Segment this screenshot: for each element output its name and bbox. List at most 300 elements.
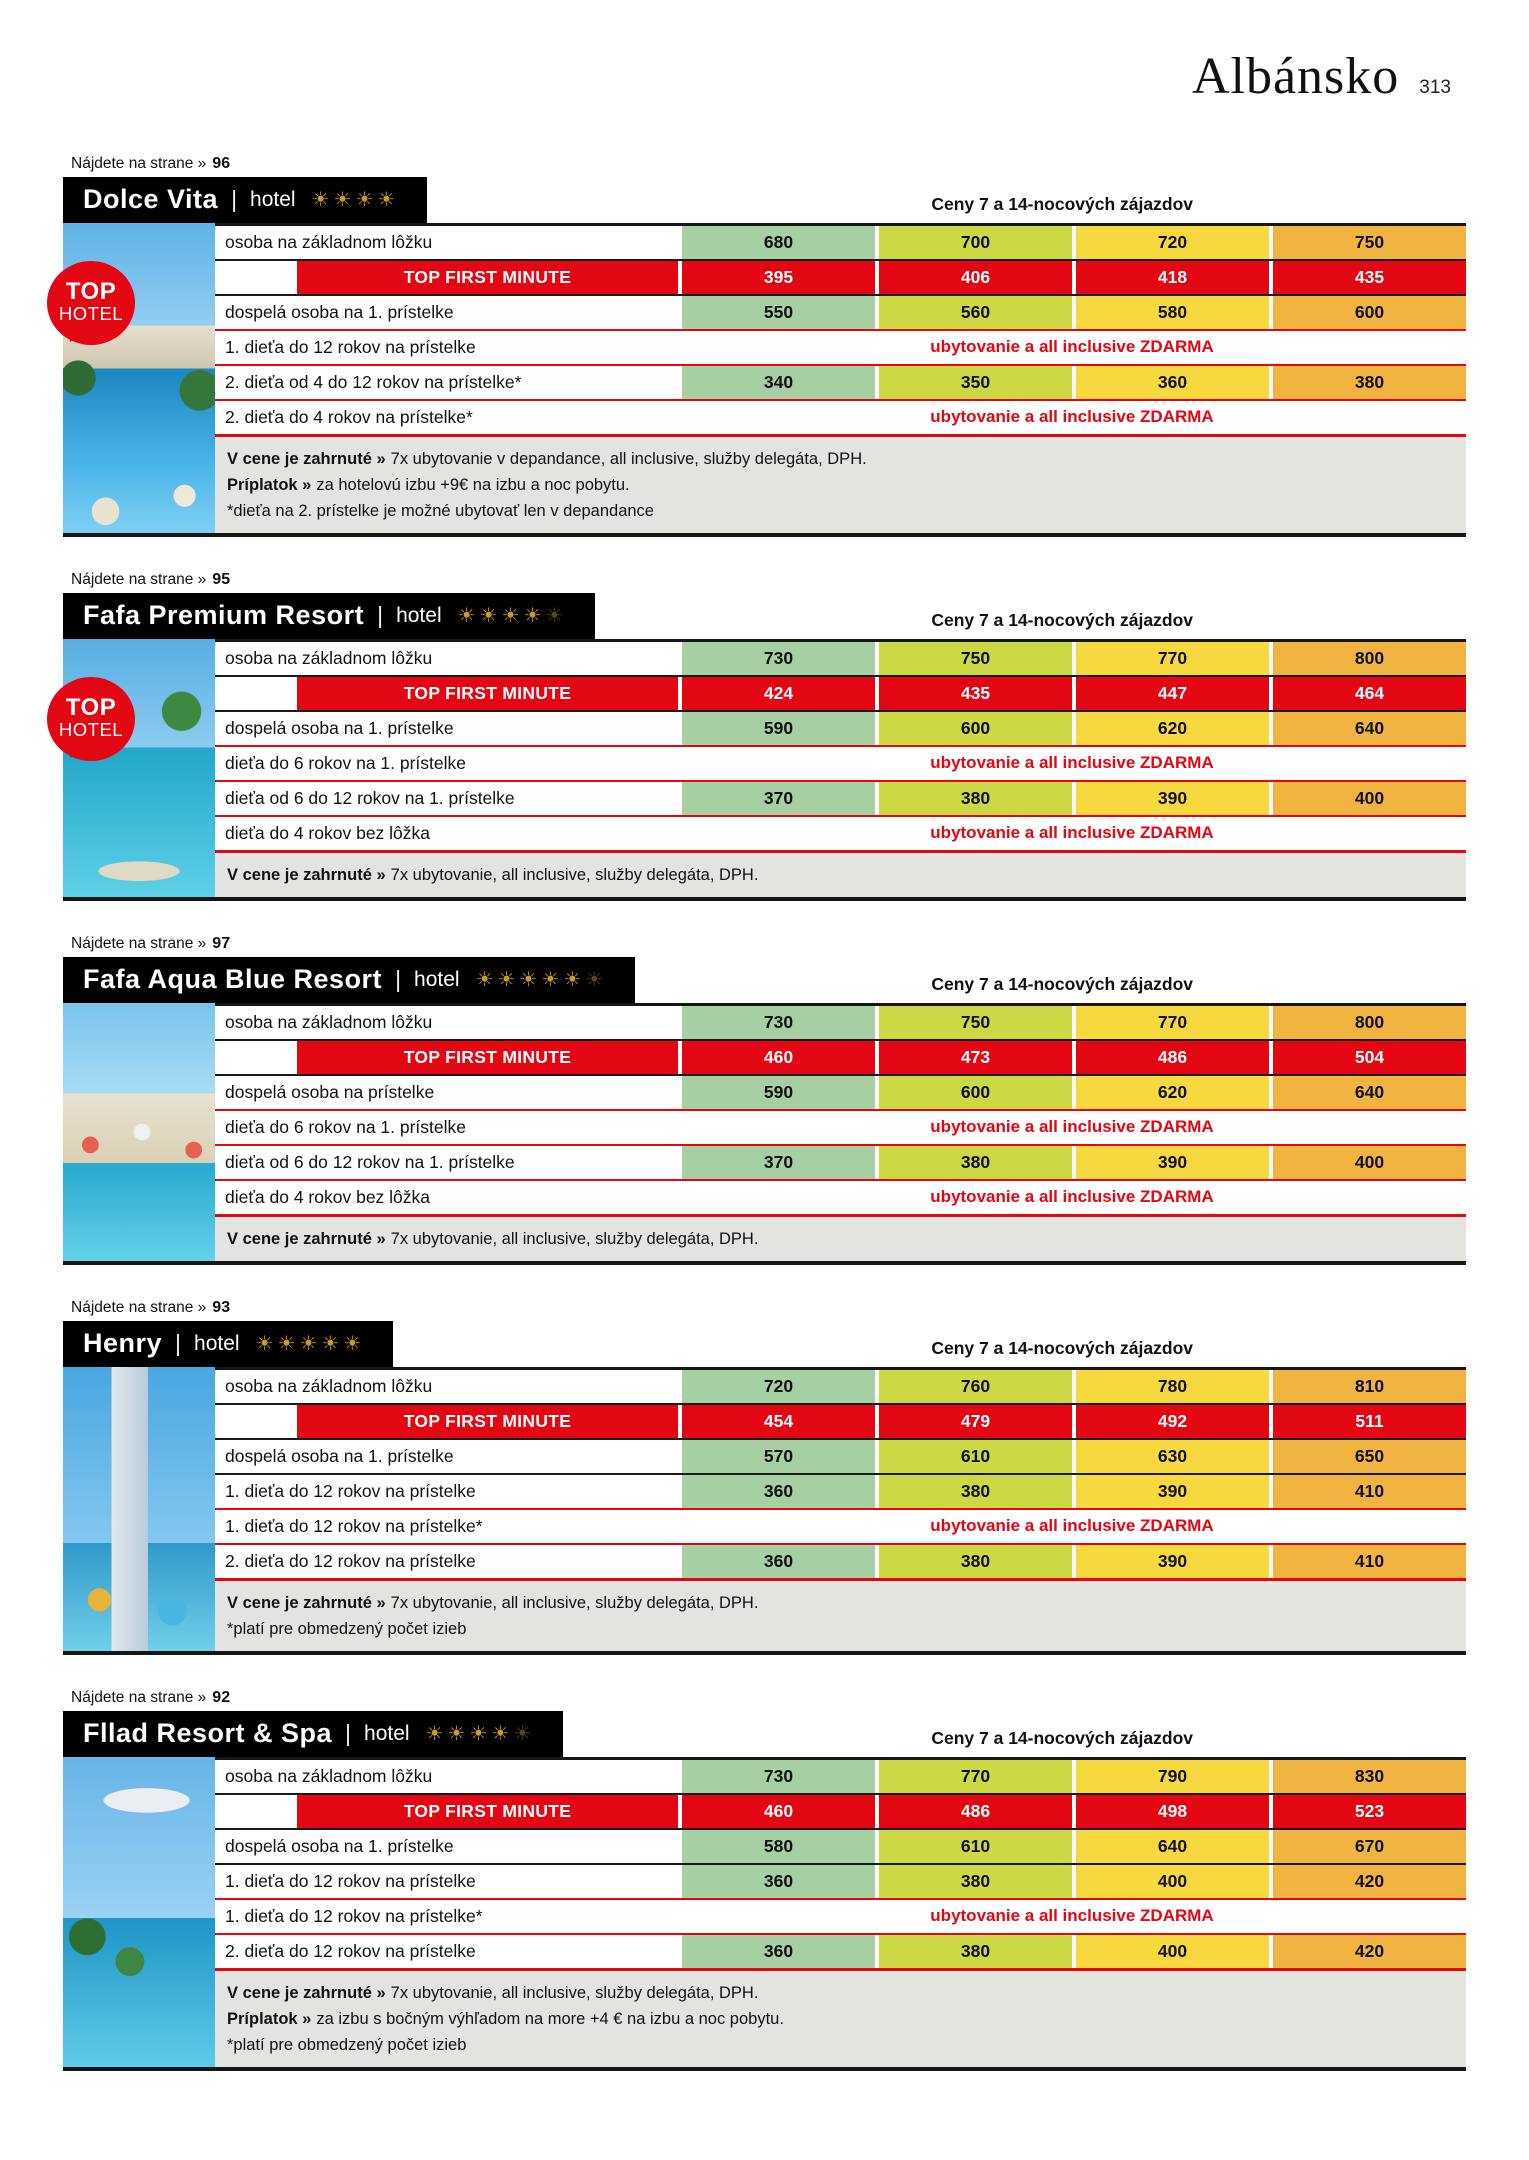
price-cell: 370 xyxy=(678,782,875,815)
price-cell: 380 xyxy=(875,1935,1072,1968)
free-accommodation-text: ubytovanie a all inclusive ZDARMA xyxy=(930,753,1214,773)
hotel-photo xyxy=(58,223,215,533)
info-line xyxy=(227,498,1452,524)
row-label: osoba na základnom lôžku xyxy=(225,1765,433,1786)
sun-icon: ☀ xyxy=(425,1720,448,1745)
price-cell: 400 xyxy=(1269,782,1466,815)
row-label: 1. dieťa do 12 rokov na prístelke* xyxy=(225,1905,483,1926)
price-cell: 380 xyxy=(1269,366,1466,399)
find-on-page-number: 96 xyxy=(212,154,231,172)
sun-icon: ☀ xyxy=(277,1330,300,1355)
price-table-column xyxy=(215,639,1466,897)
section-body xyxy=(58,639,1466,901)
top-hotel-badge-top-text: TOP xyxy=(65,693,117,721)
section-body xyxy=(63,1003,1466,1265)
info-line xyxy=(227,2032,1452,2058)
top-first-minute-price-cell: 473 xyxy=(875,1041,1072,1074)
price-cell: 720 xyxy=(678,1370,875,1403)
price-cell: 600 xyxy=(1269,296,1466,329)
price-cell: 580 xyxy=(678,1830,875,1863)
hotel-name: Fllad Resort & Spa xyxy=(83,1718,333,1749)
price-cell: 770 xyxy=(1072,1006,1269,1039)
info-line xyxy=(227,1980,1452,2006)
info-line xyxy=(227,472,1452,498)
row-label: 1. dieťa do 12 rokov na prístelke xyxy=(225,1870,476,1891)
section-head xyxy=(63,593,1466,639)
catalog-content xyxy=(58,154,1466,2071)
free-accommodation-text: ubytovanie a all inclusive ZDARMA xyxy=(930,1516,1214,1536)
hotel-photo xyxy=(58,639,215,897)
sun-icon: ☀ xyxy=(541,966,564,991)
sun-icon: ☀ xyxy=(497,966,520,991)
info-line-text: 7x ubytovanie v depandance, all inclusive, služby delegáta, DPH. xyxy=(390,449,867,468)
row-label: dospelá osoba na 1. prístelke xyxy=(225,1835,454,1856)
free-accommodation-row xyxy=(215,1508,1466,1543)
top-hotel-badge-hotel-text: HOTEL xyxy=(58,718,124,740)
free-accommodation-row xyxy=(215,1109,1466,1144)
top-first-minute-price-cell: 492 xyxy=(1072,1405,1269,1438)
half-sun-icon: ☀ xyxy=(513,1720,536,1745)
top-first-minute-price-cell: 460 xyxy=(678,1041,875,1074)
sun-icon: ☀ xyxy=(563,966,586,991)
hotel-title-bar xyxy=(63,957,635,1003)
free-accommodation-text: ubytovanie a all inclusive ZDARMA xyxy=(930,1117,1214,1137)
section-body xyxy=(58,223,1466,537)
top-hotel-badge xyxy=(47,677,135,761)
price-cell: 380 xyxy=(875,1545,1072,1578)
price-cell: 370 xyxy=(678,1146,875,1179)
hotel-section xyxy=(58,154,1466,537)
tfm-white-box xyxy=(215,1405,297,1438)
sun-icon: ☀ xyxy=(299,1330,322,1355)
section-head xyxy=(63,1711,1466,1757)
top-first-minute-price-cell: 523 xyxy=(1269,1795,1466,1828)
row-label: 1. dieťa do 12 rokov na prístelke xyxy=(225,1480,476,1501)
row-label: dospelá osoba na 1. prístelke xyxy=(225,1445,454,1466)
info-line xyxy=(227,862,1452,888)
price-row xyxy=(215,1370,1466,1403)
info-line-bold: V cene je zahrnuté » xyxy=(227,865,386,884)
sun-icon: ☀ xyxy=(447,1720,470,1745)
tfm-white-box xyxy=(215,1041,297,1074)
sun-icon: ☀ xyxy=(519,966,542,991)
price-cell: 760 xyxy=(875,1370,1072,1403)
hotel-name: Fafa Premium Resort xyxy=(83,600,365,631)
section-head xyxy=(63,177,1466,223)
price-row xyxy=(215,780,1466,815)
top-first-minute-row xyxy=(215,259,1466,294)
price-cell: 390 xyxy=(1072,782,1269,815)
top-hotel-badge-top-text: TOP xyxy=(65,277,117,305)
half-sun-icon: ☀ xyxy=(545,602,568,627)
free-accommodation-row xyxy=(215,815,1466,850)
hotel-name: Dolce Vita xyxy=(83,184,219,215)
top-first-minute-price-cell: 395 xyxy=(678,261,875,294)
price-row xyxy=(215,1863,1466,1898)
hotel-type-label: hotel xyxy=(250,187,296,211)
price-cell: 420 xyxy=(1269,1935,1466,1968)
sun-icon: ☀ xyxy=(321,1330,344,1355)
tfm-white-box xyxy=(215,1795,297,1828)
section-head xyxy=(63,1321,1466,1367)
star-rating xyxy=(458,603,568,627)
top-first-minute-label-cell xyxy=(215,1405,678,1438)
price-cell: 830 xyxy=(1269,1760,1466,1793)
price-cell: 360 xyxy=(678,1865,875,1898)
free-accommodation-row xyxy=(215,745,1466,780)
price-cell: 400 xyxy=(1072,1935,1269,1968)
price-row xyxy=(215,364,1466,399)
price-table-column xyxy=(215,1757,1466,2067)
top-first-minute-price-cell: 504 xyxy=(1269,1041,1466,1074)
row-label: dieťa do 6 rokov na 1. prístelke xyxy=(225,1116,467,1137)
price-row xyxy=(215,1543,1466,1578)
top-first-minute-price-cell: 454 xyxy=(678,1405,875,1438)
find-on-page xyxy=(63,155,1466,177)
title-separator: | xyxy=(175,1330,182,1357)
price-cell: 360 xyxy=(1072,366,1269,399)
row-label: osoba na základnom lôžku xyxy=(225,231,433,252)
info-line-bold: V cene je zahrnuté » xyxy=(227,1229,386,1248)
price-cell: 700 xyxy=(875,226,1072,259)
top-first-minute-row xyxy=(215,1403,1466,1438)
price-cell: 600 xyxy=(875,712,1072,745)
sun-icon: ☀ xyxy=(343,1330,366,1355)
price-cell: 630 xyxy=(1072,1440,1269,1473)
info-line-text: 7x ubytovanie, all inclusive, služby delegáta, DPH. xyxy=(390,1593,759,1612)
free-accommodation-row xyxy=(215,329,1466,364)
half-sun-icon: ☀ xyxy=(585,966,608,991)
find-on-page-number: 93 xyxy=(212,1298,231,1316)
hotel-section xyxy=(58,570,1466,901)
info-line-bold: V cene je zahrnuté » xyxy=(227,1593,386,1612)
price-row xyxy=(215,294,1466,329)
row-label: dieťa od 6 do 12 rokov na 1. prístelke xyxy=(225,1151,515,1172)
top-first-minute-price-cell: 424 xyxy=(678,677,875,710)
free-accommodation-row xyxy=(215,1179,1466,1214)
star-rating xyxy=(256,1331,366,1355)
info-box xyxy=(215,1214,1466,1261)
price-cell: 720 xyxy=(1072,226,1269,259)
price-cell: 380 xyxy=(875,782,1072,815)
price-cell: 340 xyxy=(678,366,875,399)
price-row xyxy=(215,1144,1466,1179)
info-line xyxy=(227,1616,1452,1642)
free-accommodation-text: ubytovanie a all inclusive ZDARMA xyxy=(930,1187,1214,1207)
top-first-minute-price-cell: 486 xyxy=(1072,1041,1269,1074)
sun-icon: ☀ xyxy=(457,602,480,627)
price-row xyxy=(215,642,1466,675)
top-first-minute-price-cell: 435 xyxy=(1269,261,1466,294)
price-cell: 650 xyxy=(1269,1440,1466,1473)
top-first-minute-label: TOP FIRST MINUTE xyxy=(297,677,678,710)
hotel-section xyxy=(63,935,1466,1265)
star-rating xyxy=(426,1721,536,1745)
find-on-page-number: 97 xyxy=(212,934,231,952)
info-line-text: 7x ubytovanie, all inclusive, služby delegáta, DPH. xyxy=(390,1983,759,2002)
row-label: 2. dieťa od 4 do 12 rokov na prístelke* xyxy=(225,371,522,392)
hotel-type-label: hotel xyxy=(414,967,460,991)
top-hotel-badge-hotel-text: HOTEL xyxy=(58,302,124,324)
price-row xyxy=(215,1760,1466,1793)
info-line-bold: Príplatok » xyxy=(227,475,312,494)
row-label: dospelá osoba na 1. prístelke xyxy=(225,301,454,322)
price-row xyxy=(215,226,1466,259)
hotel-photo xyxy=(63,1367,215,1651)
hotel-photo xyxy=(63,1003,215,1261)
price-cell: 620 xyxy=(1072,1076,1269,1109)
price-cell: 640 xyxy=(1269,712,1466,745)
price-cell: 590 xyxy=(678,712,875,745)
find-on-page-label: Nájdete na strane » xyxy=(71,154,207,172)
hotel-photo xyxy=(63,1757,215,2067)
row-label: dospelá osoba na 1. prístelke xyxy=(225,717,454,738)
row-label: 2. dieťa do 12 rokov na prístelke xyxy=(225,1550,476,1571)
price-cell: 360 xyxy=(678,1475,875,1508)
price-cell: 750 xyxy=(1269,226,1466,259)
prices-header: Ceny 7 a 14-nocových zájazdov xyxy=(931,193,1193,214)
price-cell: 560 xyxy=(875,296,1072,329)
price-cell: 400 xyxy=(1269,1146,1466,1179)
price-cell: 640 xyxy=(1269,1076,1466,1109)
price-cell: 610 xyxy=(875,1440,1072,1473)
top-first-minute-row xyxy=(215,1039,1466,1074)
top-first-minute-price-cell: 447 xyxy=(1072,677,1269,710)
top-first-minute-label: TOP FIRST MINUTE xyxy=(297,261,678,294)
price-row xyxy=(215,1473,1466,1508)
row-label: 2. dieťa do 4 rokov na prístelke* xyxy=(225,406,473,427)
prices-header: Ceny 7 a 14-nocových zájazdov xyxy=(931,609,1193,630)
sun-icon: ☀ xyxy=(311,186,334,211)
sun-icon: ☀ xyxy=(355,186,378,211)
price-row xyxy=(215,710,1466,745)
row-label: dieťa do 6 rokov na 1. prístelke xyxy=(225,752,467,773)
info-box xyxy=(215,850,1466,897)
find-on-page-number: 92 xyxy=(212,1688,231,1706)
row-label: dieťa od 6 do 12 rokov na 1. prístelke xyxy=(225,787,515,808)
price-cell: 380 xyxy=(875,1146,1072,1179)
hotel-name: Henry xyxy=(83,1328,163,1359)
price-cell: 410 xyxy=(1269,1475,1466,1508)
tfm-white-box xyxy=(215,261,297,294)
price-table xyxy=(215,1760,1466,1968)
hotel-name: Fafa Aqua Blue Resort xyxy=(83,964,383,995)
price-table-column xyxy=(215,1003,1466,1261)
info-box xyxy=(215,1968,1466,2067)
price-row xyxy=(215,1828,1466,1863)
info-box xyxy=(215,434,1466,533)
sun-icon: ☀ xyxy=(523,602,546,627)
sun-icon: ☀ xyxy=(501,602,524,627)
prices-header: Ceny 7 a 14-nocových zájazdov xyxy=(931,1337,1193,1358)
price-table xyxy=(215,1370,1466,1578)
hotel-title-bar xyxy=(63,593,595,639)
section-head xyxy=(63,957,1466,1003)
price-cell: 380 xyxy=(875,1865,1072,1898)
info-line-text: za izbu s bočným výhľadom na more +4 € na izbu a noc pobytu. xyxy=(316,2009,784,2028)
price-cell: 400 xyxy=(1072,1865,1269,1898)
price-table xyxy=(215,226,1466,434)
info-line-text: 7x ubytovanie, all inclusive, služby delegáta, DPH. xyxy=(390,865,759,884)
price-cell: 580 xyxy=(1072,296,1269,329)
prices-header: Ceny 7 a 14-nocových zájazdov xyxy=(931,1727,1193,1748)
info-line xyxy=(227,1226,1452,1252)
info-line xyxy=(227,1590,1452,1616)
top-first-minute-price-cell: 511 xyxy=(1269,1405,1466,1438)
price-cell: 390 xyxy=(1072,1146,1269,1179)
info-line-bold: Príplatok » xyxy=(227,2009,312,2028)
section-body xyxy=(63,1367,1466,1655)
price-cell: 750 xyxy=(875,642,1072,675)
price-cell: 680 xyxy=(678,226,875,259)
info-line xyxy=(227,2006,1452,2032)
top-first-minute-label: TOP FIRST MINUTE xyxy=(297,1405,678,1438)
top-first-minute-price-cell: 406 xyxy=(875,261,1072,294)
price-cell: 730 xyxy=(678,1760,875,1793)
find-on-page xyxy=(63,935,1466,957)
price-cell: 390 xyxy=(1072,1545,1269,1578)
free-accommodation-text: ubytovanie a all inclusive ZDARMA xyxy=(930,823,1214,843)
price-cell: 590 xyxy=(678,1076,875,1109)
row-label: dieťa do 4 rokov bez lôžka xyxy=(225,1186,431,1207)
price-cell: 600 xyxy=(875,1076,1072,1109)
sun-icon: ☀ xyxy=(255,1330,278,1355)
top-first-minute-price-cell: 464 xyxy=(1269,677,1466,710)
free-accommodation-text: ubytovanie a all inclusive ZDARMA xyxy=(930,337,1214,357)
price-cell: 350 xyxy=(875,366,1072,399)
price-cell: 620 xyxy=(1072,712,1269,745)
price-cell: 800 xyxy=(1269,642,1466,675)
find-on-page-label: Nájdete na strane » xyxy=(71,570,207,588)
info-box xyxy=(215,1578,1466,1651)
price-cell: 730 xyxy=(678,1006,875,1039)
top-first-minute-label: TOP FIRST MINUTE xyxy=(297,1795,678,1828)
hotel-section xyxy=(63,1299,1466,1655)
info-line-bold: V cene je zahrnuté » xyxy=(227,1983,386,2002)
price-cell: 410 xyxy=(1269,1545,1466,1578)
page-number: 313 xyxy=(1419,77,1451,98)
hotel-title-bar xyxy=(63,177,427,223)
price-cell: 420 xyxy=(1269,1865,1466,1898)
price-cell: 550 xyxy=(678,296,875,329)
hotel-type-label: hotel xyxy=(194,1331,240,1355)
price-cell: 730 xyxy=(678,642,875,675)
price-cell: 640 xyxy=(1072,1830,1269,1863)
row-label: osoba na základnom lôžku xyxy=(225,1011,433,1032)
info-line-text: *platí pre obmedzený počet izieb xyxy=(227,2035,467,2054)
hotel-type-label: hotel xyxy=(396,603,442,627)
price-table-column xyxy=(215,223,1466,533)
info-line-bold: V cene je zahrnuté » xyxy=(227,449,386,468)
sun-icon: ☀ xyxy=(469,1720,492,1745)
prices-header: Ceny 7 a 14-nocových zájazdov xyxy=(931,973,1193,994)
find-on-page-label: Nájdete na strane » xyxy=(71,934,207,952)
top-first-minute-label-cell xyxy=(215,1795,678,1828)
hotel-title-bar xyxy=(63,1711,563,1757)
free-accommodation-row xyxy=(215,399,1466,434)
find-on-page xyxy=(63,1689,1466,1711)
top-first-minute-price-cell: 498 xyxy=(1072,1795,1269,1828)
hotel-type-label: hotel xyxy=(364,1721,410,1745)
free-accommodation-row xyxy=(215,1898,1466,1933)
price-cell: 670 xyxy=(1269,1830,1466,1863)
price-cell: 770 xyxy=(875,1760,1072,1793)
row-label: dieťa do 4 rokov bez lôžka xyxy=(225,822,431,843)
sun-icon: ☀ xyxy=(333,186,356,211)
find-on-page-label: Nájdete na strane » xyxy=(71,1298,207,1316)
price-row xyxy=(215,1074,1466,1109)
sun-icon: ☀ xyxy=(475,966,498,991)
price-cell: 390 xyxy=(1072,1475,1269,1508)
top-first-minute-row xyxy=(215,675,1466,710)
price-cell: 790 xyxy=(1072,1760,1269,1793)
sun-icon: ☀ xyxy=(491,1720,514,1745)
section-body xyxy=(63,1757,1466,2071)
sun-icon: ☀ xyxy=(479,602,502,627)
price-table xyxy=(215,642,1466,850)
row-label: 1. dieťa do 12 rokov na prístelke* xyxy=(225,1515,483,1536)
price-cell: 770 xyxy=(1072,642,1269,675)
price-cell: 360 xyxy=(678,1935,875,1968)
top-first-minute-label-cell xyxy=(215,677,678,710)
info-line-text: 7x ubytovanie, all inclusive, služby delegáta, DPH. xyxy=(390,1229,759,1248)
price-cell: 360 xyxy=(678,1545,875,1578)
info-line-text: za hotelovú izbu +9€ na izbu a noc pobytu. xyxy=(316,475,630,494)
price-cell: 780 xyxy=(1072,1370,1269,1403)
find-on-page xyxy=(63,571,1466,593)
price-cell: 750 xyxy=(875,1006,1072,1039)
top-first-minute-row xyxy=(215,1793,1466,1828)
sun-icon: ☀ xyxy=(377,186,400,211)
price-cell: 380 xyxy=(875,1475,1072,1508)
free-accommodation-text: ubytovanie a all inclusive ZDARMA xyxy=(930,407,1214,427)
free-accommodation-text: ubytovanie a all inclusive ZDARMA xyxy=(930,1906,1214,1926)
tfm-white-box xyxy=(215,677,297,710)
top-first-minute-price-cell: 418 xyxy=(1072,261,1269,294)
price-row xyxy=(215,1933,1466,1968)
top-first-minute-price-cell: 460 xyxy=(678,1795,875,1828)
info-line-text: *platí pre obmedzený počet izieb xyxy=(227,1619,467,1638)
hotel-title-bar xyxy=(63,1321,393,1367)
price-cell: 810 xyxy=(1269,1370,1466,1403)
price-row xyxy=(215,1438,1466,1473)
find-on-page-label: Nájdete na strane » xyxy=(71,1688,207,1706)
info-line-text: *dieťa na 2. prístelke je možné ubytovať len v depandance xyxy=(227,501,654,520)
info-line xyxy=(227,446,1452,472)
top-first-minute-price-cell: 435 xyxy=(875,677,1072,710)
row-label: 2. dieťa do 12 rokov na prístelke xyxy=(225,1940,476,1961)
star-rating xyxy=(476,967,608,991)
title-separator: | xyxy=(377,602,384,629)
title-separator: | xyxy=(345,1720,352,1747)
price-cell: 570 xyxy=(678,1440,875,1473)
top-hotel-badge xyxy=(47,261,135,345)
find-on-page-number: 95 xyxy=(212,570,231,588)
row-label: osoba na základnom lôžku xyxy=(225,1375,433,1396)
price-table-column xyxy=(215,1367,1466,1651)
top-first-minute-price-cell: 479 xyxy=(875,1405,1072,1438)
price-cell: 610 xyxy=(875,1830,1072,1863)
star-rating xyxy=(312,187,400,211)
price-cell: 800 xyxy=(1269,1006,1466,1039)
top-first-minute-price-cell: 486 xyxy=(875,1795,1072,1828)
top-first-minute-label: TOP FIRST MINUTE xyxy=(297,1041,678,1074)
country-title: Albánsko xyxy=(1191,48,1400,105)
top-first-minute-label-cell xyxy=(215,261,678,294)
price-row xyxy=(215,1006,1466,1039)
hotel-section xyxy=(63,1689,1466,2071)
page-header xyxy=(0,0,1529,105)
